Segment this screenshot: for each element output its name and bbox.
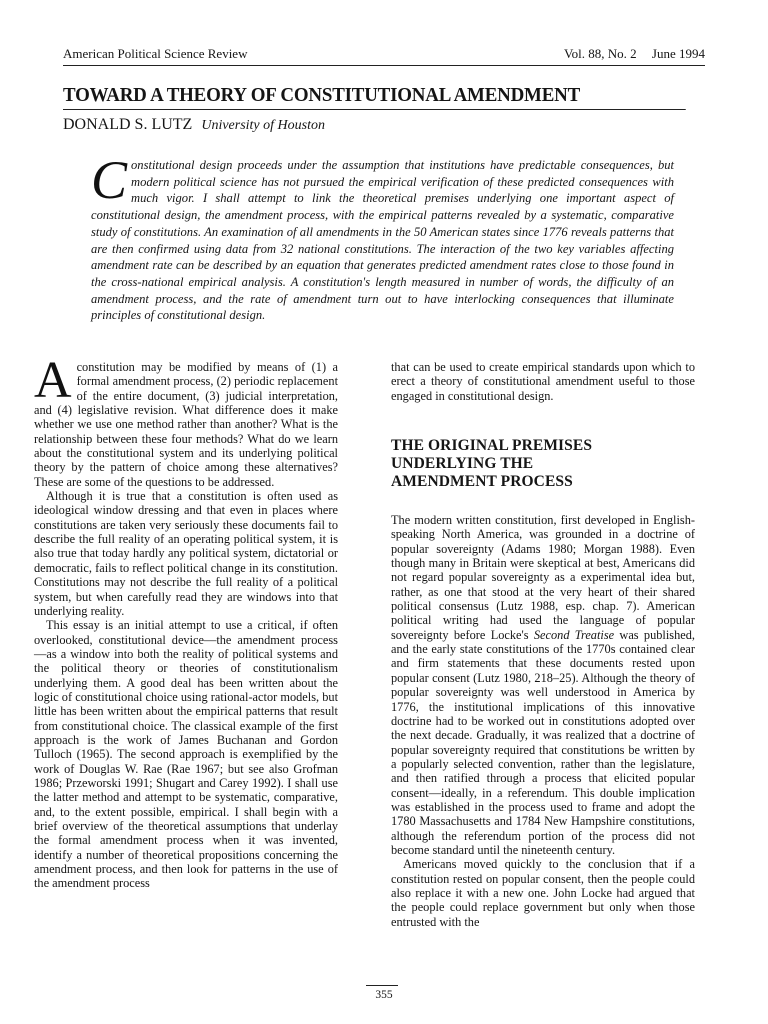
book-title: Second Treatise bbox=[533, 627, 615, 642]
page-number: 355 bbox=[375, 989, 393, 1001]
volume-number: Vol. 88, No. 2 bbox=[563, 46, 637, 61]
body-paragraph: Although it is true that a constitution is often used as ideological window dressing and that even in places where constitutions are taken very seriously these documents fail to describe the full reality of an operating political system, it is also true that today hardly any political system, dictatorial or democratic, fails to reflect political change in its constitution. Constitutions may not describe the full reality of a political system, but when carefully read they are windows into that underlying reality. bbox=[34, 489, 338, 618]
issue-info bbox=[564, 46, 705, 62]
left-column bbox=[34, 352, 338, 891]
body-paragraph: Americans moved quickly to the conclusion that if a constitution rested on popular consent, then the people could also replace it with a new one. John Locke had argued that the people could replace government but only when those entrusted with the bbox=[391, 857, 695, 929]
paragraph-text: The modern written constitution, first developed in English-speaking North America, was grounded in a doctrine of popular sovereignty (Adams 1980; Morgan 1988). Even though many in Britain were skeptical at best, Americans did not regard popular sovereignty as a experimental idea but, rather, as one that stood at the very heart of their shared political consensus (Lutz 1988, esp. chap. 7). American political writing had used the language of popular sovereignty before Locke's bbox=[391, 513, 695, 642]
abstract-text: onstitutional design proceeds under the assumption that institutions have predictable consequences, but modern political science has not pursued the empirical verification of these predicted consequences with much vigor. I shall attempt to link the theoretical premises underlying one important aspect of constitutional design, the amendment process, with the empirical patterns revealed by a systematic, comparative study of constitutions. An examination of all amendments in the 50 American states since 1776 reveals patterns that are then confirmed using data from 32 national constitutions. The interaction of the two key variables affecting amendment rate can be described by an equation that generates predicted amendment rates close to those found in the cross-national empirical analysis. A constitution's length measured in number of words, the difficulty of an amendment process, and the rate of amendment turn out to have interlocking consequences that illuminate principles of constitutional design. bbox=[91, 158, 674, 323]
body-paragraph: This essay is an initial attempt to use a critical, if often overlooked, constitutional device—the amendment process—as a window into both the reality of political systems and the political theory or theories of constitutionalism underlying them. A good deal has been written about the logic of constitutional choice using rational-actor models, but little has been written about the empirical patterns that result from constitutional choice. The classical example of the first approach is the work of James Buchanan and Gordon Tulloch (1965). The second approach is exemplified by the work of Douglas W. Rae (Rae 1967; but see also Grofman 1986; Przeworski 1991; Shugart and Carey 1992). I shall use the latter method and attempt to be systematic, comparative, and, to the extent possible, empirical. I shall begin with a brief overview of the theoretical assumptions that underlay the formal amendment process when it was invented, identify a number of theoretical propositions concerning the amendment process, and then look for patterns in the use of the amendment process bbox=[34, 618, 338, 891]
page-number-rule bbox=[366, 985, 398, 986]
article-title: TOWARD A THEORY OF CONSTITUTIONAL AMENDMENT bbox=[63, 85, 686, 110]
abstract bbox=[91, 150, 674, 324]
body-drop-cap: A bbox=[34, 352, 72, 409]
running-header bbox=[63, 46, 705, 66]
body-paragraph bbox=[34, 352, 338, 489]
author-name: DONALD S. LUTZ bbox=[63, 116, 193, 133]
right-column bbox=[391, 360, 695, 929]
issue-date: June 1994 bbox=[651, 46, 705, 61]
paragraph-text: was published, and the early state constitutions of the 1770s contained clear and firm statements that these documents rested upon popular consent (Lutz 1980, 218–25). Although the theory of popular sovereignty was well understood in America by 1776, the institutional implications of this innovative doctrine had to be worked out in constitutions adopted over the next decade. Gradually, it was realized that a doctrine of popular sovereignty required that constitutions be written by a popularly selected convention, rather than the legislature, and then ratified through a process that elicited popular consent—ideally, in a referendum. This double implication was established in the process used to frame and adopt the 1780 Massachusetts and 1784 New Hampshire constitutions, although the referendum portion of the process did not become standard until the nineteenth century. bbox=[391, 627, 695, 857]
section-heading-line: UNDERLYING THE bbox=[391, 455, 534, 473]
section-heading-line: THE ORIGINAL PREMISES bbox=[391, 437, 593, 455]
section-heading-line: AMENDMENT PROCESS bbox=[391, 473, 573, 491]
paragraph-text: constitution may be modified by means of (1) a formal amendment process, (2) periodic replacement of the entire document, (3) judicial interpretation, and (4) legislative revision. What difference does it make whether we use one method rather than another? What is the relationship between these four methods? What do we learn about the constitutional system and its underlying political theory by the pattern of choice among these alternatives? These are some of the questions to be addressed. bbox=[34, 360, 338, 489]
author-affiliation: University of Houston bbox=[201, 118, 325, 133]
author-line bbox=[63, 116, 325, 134]
body-paragraph bbox=[391, 513, 695, 857]
body-paragraph: that can be used to create empirical standards upon which to erect a theory of constitutional amendment useful to those engaged in constitutional design. bbox=[391, 360, 695, 403]
section-heading bbox=[391, 437, 695, 491]
abstract-drop-cap: C bbox=[91, 150, 128, 210]
journal-name: American Political Science Review bbox=[63, 46, 248, 61]
